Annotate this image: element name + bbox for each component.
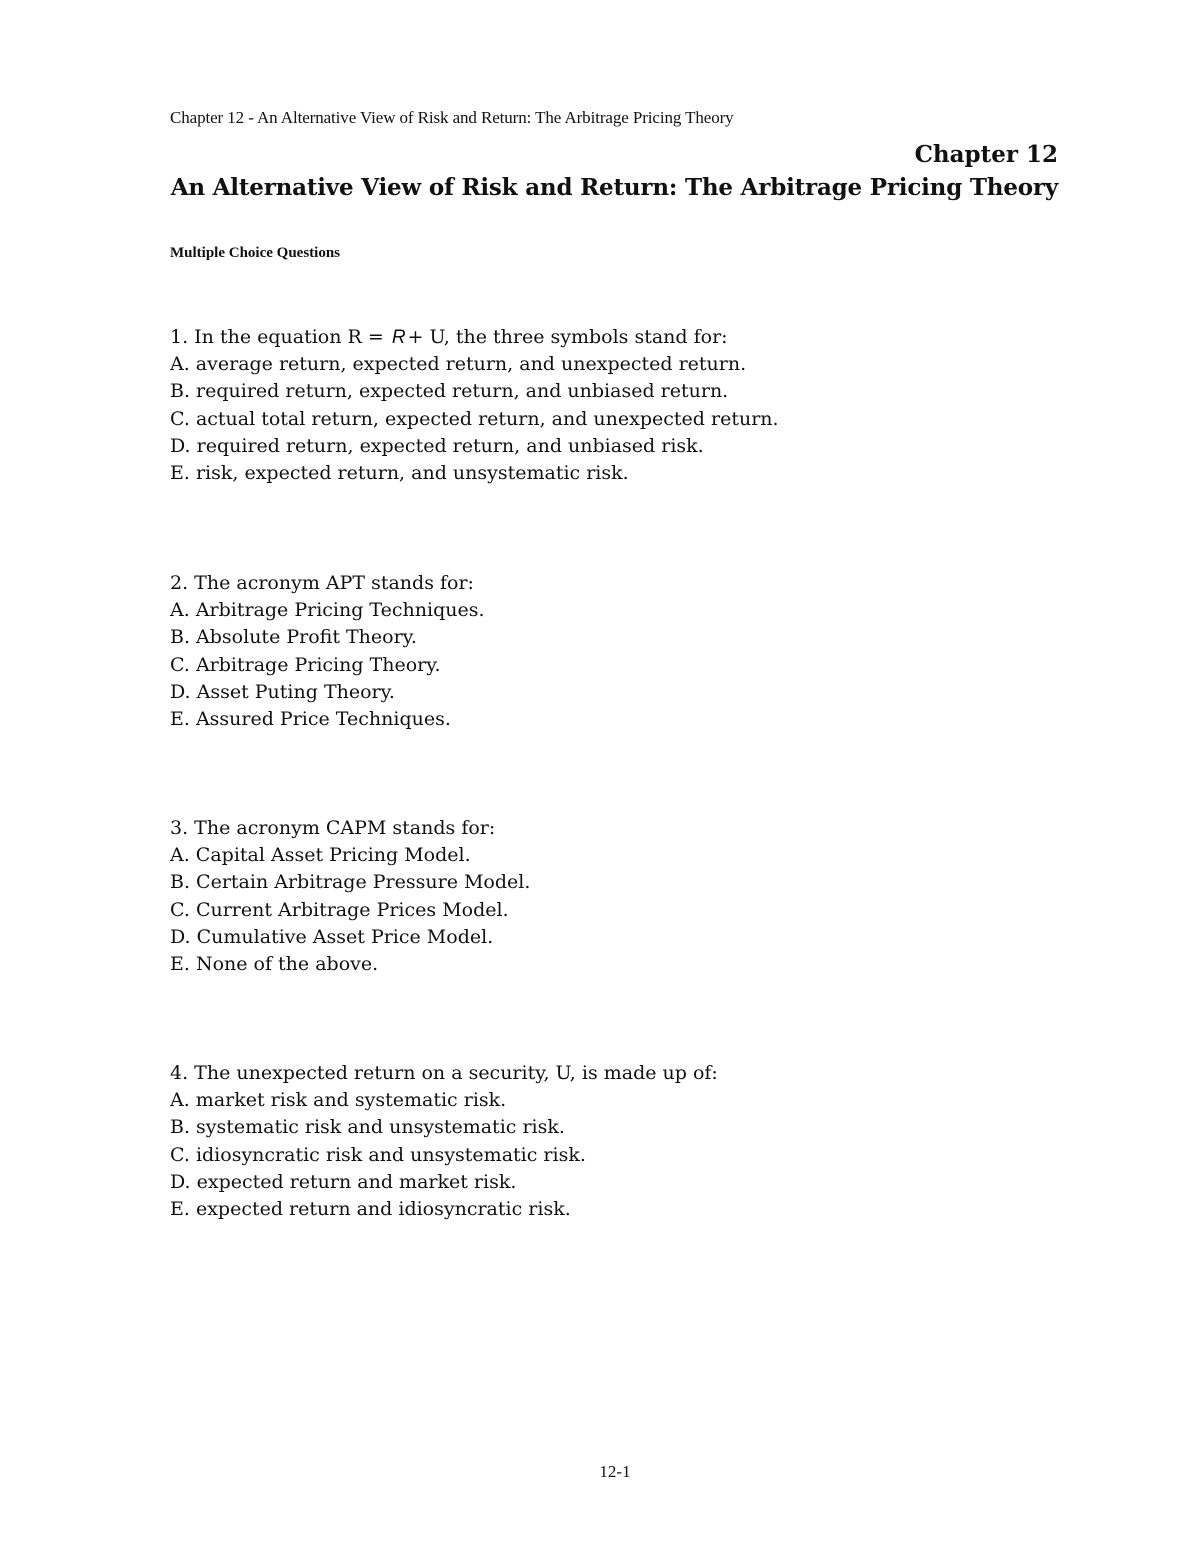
r-bar-symbol: R <box>391 327 406 348</box>
question-3 <box>170 815 1070 978</box>
answer-option: A. Arbitrage Pricing Techniques. <box>170 599 485 622</box>
answer-option: B. Certain Arbitrage Pressure Model. <box>170 871 531 894</box>
section-heading: Multiple Choice Questions <box>170 245 341 261</box>
answer-option: A. market risk and systematic risk. <box>170 1089 507 1112</box>
answer-option: A. average return, expected return, and unexpected return. <box>170 353 747 376</box>
answer-option: D. required return, expected return, and unbiased risk. <box>170 434 704 457</box>
answer-option: E. expected return and idiosyncratic risk. <box>170 1197 571 1220</box>
answer-option: D. Cumulative Asset Price Model. <box>170 925 494 948</box>
answer-option: C. idiosyncratic risk and unsystematic risk. <box>170 1143 586 1166</box>
answer-option: E. risk, expected return, and unsystematic risk. <box>170 461 629 484</box>
answer-option: D. expected return and market risk. <box>170 1170 517 1193</box>
answer-option: C. Current Arbitrage Prices Model. <box>170 898 509 921</box>
stem-text-before: 1. In the equation R = <box>170 326 390 348</box>
answer-option: A. Capital Asset Pricing Model. <box>170 844 471 867</box>
answer-option: B. systematic risk and unsystematic risk. <box>170 1116 565 1139</box>
running-header: Chapter 12 - An Alternative View of Risk and Return: The Arbitrage Pricing Theory <box>170 108 734 127</box>
question-1 <box>170 324 1070 487</box>
stem-text-after: + U, the three symbols stand for: <box>407 326 728 348</box>
page-number: 12-1 <box>599 1462 631 1481</box>
question-stem: 4. The unexpected return on a security, U, is made up of: <box>170 1062 718 1084</box>
question-stem: 3. The acronym CAPM stands for: <box>170 817 496 839</box>
question-2 <box>170 570 1070 733</box>
answer-option: E. None of the above. <box>170 952 379 975</box>
chapter-number: Chapter 12 <box>914 141 1058 168</box>
question-stem: 2. The acronym APT stands for: <box>170 572 474 594</box>
answer-option: E. Assured Price Techniques. <box>170 707 451 730</box>
answer-option: D. Asset Puting Theory. <box>170 680 395 703</box>
answer-option: B. required return, expected return, and unbiased return. <box>170 380 729 403</box>
question-stem <box>170 324 1070 351</box>
chapter-title: An Alternative View of Risk and Return: The Arbitrage Pricing Theory <box>170 174 1058 201</box>
answer-option: C. Arbitrage Pricing Theory. <box>170 653 441 676</box>
question-4 <box>170 1060 1070 1223</box>
answer-option: B. Absolute Profit Theory. <box>170 626 417 649</box>
answer-option: C. actual total return, expected return, and unexpected return. <box>170 407 779 430</box>
